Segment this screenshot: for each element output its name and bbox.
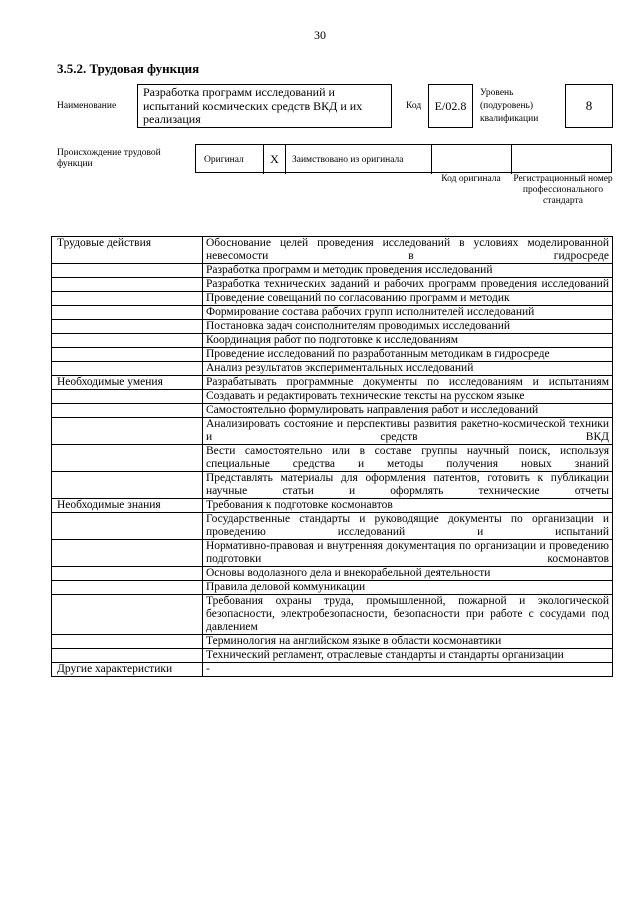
required-knowledge-label-cont	[52, 635, 203, 649]
origin-mark: X	[264, 145, 286, 174]
name-value: Разработка программ исследований и испытаний космических средств ВКД и их реализация	[137, 84, 392, 128]
required-knowledge-label-cont	[52, 595, 203, 635]
required-skills-item: Самостоятельно формулировать направления работ и исследований	[203, 404, 613, 418]
required-knowledge-item: Терминология на английском языке в области космонавтики	[203, 635, 613, 649]
labor-actions-item: Проведение совещаний по согласованию программ и методик	[203, 292, 613, 306]
labor-actions-label-cont	[52, 334, 203, 348]
code-label: Код	[406, 101, 422, 111]
level-label	[480, 87, 538, 126]
required-skills-item: Представлять материалы для оформления патентов, готовить к публикации научные статьи и оформлять технические отчеты	[203, 472, 613, 499]
table-row	[52, 581, 613, 595]
labor-actions-item: Анализ результатов экспериментальных исследований	[203, 362, 613, 376]
required-knowledge-label-cont	[52, 567, 203, 581]
table-row	[52, 513, 613, 540]
table-row	[52, 445, 613, 472]
origin-row	[195, 144, 612, 173]
required-skills-item: Создавать и редактировать технические тексты на русском языке	[203, 390, 613, 404]
required-knowledge-item: Основы водолазного дела и внекорабельной деятельности	[203, 567, 613, 581]
labor-actions-label-cont	[52, 362, 203, 376]
required-skills-item: Разрабатывать программные документы по исследованиям и испытаниям	[203, 376, 613, 390]
labor-actions-item: Формирование состава рабочих групп исполнителей исследований	[203, 306, 613, 320]
origin-reg-caption: Регистрационный номер профессионального стандарта	[513, 174, 613, 206]
table-row	[52, 306, 613, 320]
labor-actions-label-cont	[52, 320, 203, 334]
required-skills-label: Необходимые умения	[52, 376, 203, 390]
function-table	[51, 236, 613, 677]
table-row	[52, 292, 613, 306]
required-knowledge-item: Государственные стандарты и руководящие документы по организации и проведению исследований и испытаний	[203, 513, 613, 540]
origin-label: Происхождение трудовой функции	[57, 148, 161, 169]
labor-actions-label-cont	[52, 292, 203, 306]
labor-actions-item: Обоснование целей проведения исследований в условиях моделированной невесомости в гидросреде	[203, 237, 613, 264]
required-skills-label-cont	[52, 418, 203, 445]
level-label-line-3: квалификации	[480, 114, 539, 124]
name-label: Наименование	[57, 101, 117, 111]
required-knowledge-item: Требования охраны труда, промышленной, пожарной и экологической безопасности, электробезопасности, безопасности при работе с сосудами под давлением	[203, 595, 613, 635]
table-row	[52, 418, 613, 445]
origin-reg-cell	[512, 145, 613, 174]
table-row	[52, 472, 613, 499]
required-knowledge-item: Технический регламент, отраслевые стандарты и стандарты организации	[203, 649, 613, 663]
other-characteristics-label: Другие характеристики	[52, 663, 203, 677]
required-knowledge-label-cont	[52, 513, 203, 540]
table-row	[52, 663, 613, 677]
labor-actions-label-cont	[52, 264, 203, 278]
labor-actions-item: Проведение исследований по разработанным методикам в гидросреде	[203, 348, 613, 362]
required-skills-label-cont	[52, 445, 203, 472]
table-row	[52, 649, 613, 663]
table-row	[52, 404, 613, 418]
required-skills-item: Анализировать состояние и перспективы развития ракетно-космической техники и средств ВКД	[203, 418, 613, 445]
required-knowledge-item: Правила деловой коммуникации	[203, 581, 613, 595]
required-knowledge-label: Необходимые знания	[52, 499, 203, 513]
section-title: 3.5.2. Трудовая функция	[57, 61, 200, 76]
level-label-line-2: (подуровень)	[480, 101, 534, 111]
table-row	[52, 348, 613, 362]
required-knowledge-label-cont	[52, 581, 203, 595]
table-row	[52, 237, 613, 264]
other-characteristics-value: -	[203, 663, 613, 677]
required-skills-label-cont	[52, 472, 203, 499]
required-knowledge-label-cont	[52, 649, 203, 663]
labor-actions-label-cont	[52, 278, 203, 292]
table-row	[52, 362, 613, 376]
required-skills-label-cont	[52, 404, 203, 418]
table-row	[52, 264, 613, 278]
origin-borrowed: Заимствовано из оригинала	[286, 145, 432, 174]
labor-actions-label-cont	[52, 348, 203, 362]
labor-actions-item: Разработка технических заданий и рабочих программ проведения исследований	[203, 278, 613, 292]
level-label-line-1: Уровень	[480, 88, 514, 98]
labor-actions-label: Трудовые действия	[52, 237, 203, 264]
origin-code-cell	[432, 145, 512, 174]
table-row	[52, 595, 613, 635]
required-skills-label-cont	[52, 390, 203, 404]
table-row	[52, 567, 613, 581]
page-number: 30	[314, 28, 326, 42]
table-row	[52, 635, 613, 649]
required-skills-item: Вести самостоятельно или в составе группы научный поиск, используя специальные средства и методы получения новых знаний	[203, 445, 613, 472]
required-knowledge-item: Нормативно-правовая и внутренняя документация по организации и проведению подготовки космонавтов	[203, 540, 613, 567]
table-row	[52, 390, 613, 404]
code-value: E/02.8	[428, 84, 473, 128]
level-value: 8	[565, 84, 613, 128]
table-row	[52, 278, 613, 292]
labor-actions-label-cont	[52, 306, 203, 320]
table-row	[52, 376, 613, 390]
required-knowledge-item: Требования к подготовке космонавтов	[203, 499, 613, 513]
labor-actions-item: Разработка программ и методик проведения исследований	[203, 264, 613, 278]
labor-actions-item: Координация работ по подготовке к исследованиям	[203, 334, 613, 348]
table-row	[52, 540, 613, 567]
table-row	[52, 334, 613, 348]
required-knowledge-label-cont	[52, 540, 203, 567]
labor-actions-item: Постановка задач соисполнителям проводимых исследований	[203, 320, 613, 334]
table-row	[52, 320, 613, 334]
origin-original: Оригинал	[196, 145, 264, 174]
origin-code-caption: Код оригинала	[441, 174, 501, 184]
table-row	[52, 499, 613, 513]
